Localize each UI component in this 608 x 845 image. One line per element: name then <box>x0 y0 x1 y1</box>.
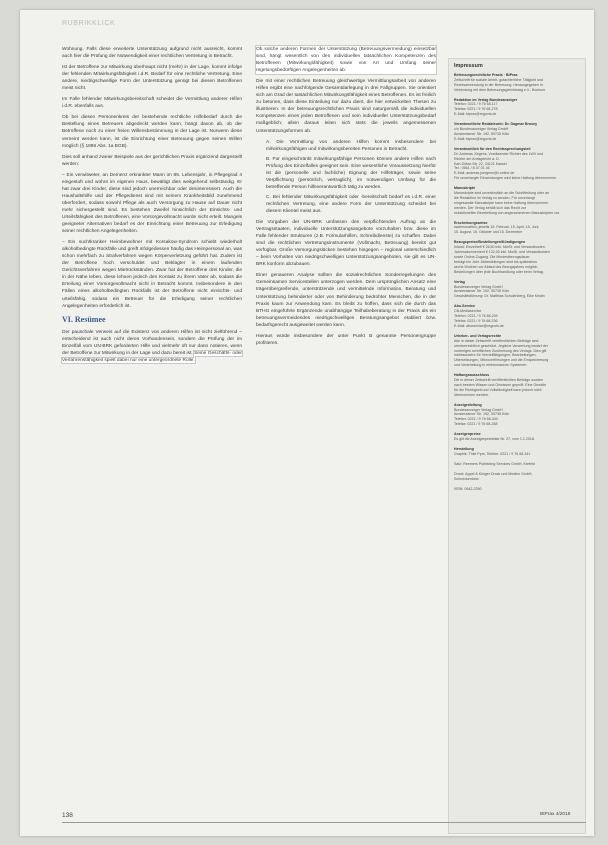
imprint-line: Es gilt die Anzeigenpreisliste Nr. 27, vom 1.1.2018. <box>454 437 535 442</box>
imprint-line: die Redaktion im Verlag zu senden. Für unverlangt <box>454 195 535 200</box>
paragraph: Wohnung. Falls diese erweiterte Unterstützung aufgrund nicht ausreicht, kommt auch hier die Prüfung der Notwendigkeit einer rechtlichen Vertretung in Betracht. <box>62 47 242 60</box>
imprint-blocks <box>454 73 580 492</box>
imprint-block <box>454 447 580 457</box>
imprint-line: urheberrechtlich geschützt. Jegliche Verwertung bedarf der <box>454 343 548 348</box>
imprint-line: Zeitschrift für soziale Arbeit, gutachterliche Tätigkeit und <box>454 77 544 82</box>
imprint-line: für die Richtigkeit und Vollständigkeit kann jedoch nicht <box>454 387 542 392</box>
imprint-block <box>454 403 580 428</box>
imprint-line: Dr. Andreas Jürgens, Vorsitzender Richter des LWV und <box>454 151 544 156</box>
imprint-block <box>454 334 580 368</box>
paragraph: Einer genaueren Analyse sollten die sozialrechtlichen Sonderregelungen des Gemeinsamen Servicestellen unterzogen werden. Dem ursprünglichen Ansatz eine trägerübergreifende, unterstützende und vermittelnde Information, Beratung und Unterstützung behinderter oder von Behinderung bedrohter Menschen, die in der Praxis kaum zur Anwendung kam. Es bleibt zu hoffen, dass sich die durch das BTHG eingeführte Ergänzende unabhängige Teilhabeberatung in der Praxis als ein betreuungsvermeidendes niedrigschwelliges Beratungsangebot etabliert bzw. bedarfsgerecht ausgeweitet werden kann. <box>256 273 436 328</box>
imprint-block-heading: Manuskripte <box>454 186 476 191</box>
imprint-line: Bundesanzeiger Verlag GmbH <box>454 284 503 289</box>
imprint-line: Inland: Einzelheft € 26,50 inkl. MwSt. und Versandkosten. <box>454 245 546 250</box>
paragraph <box>62 329 242 364</box>
imprint-line: Bundesanzeiger Verlag GmbH <box>454 407 503 412</box>
page-number: 138 <box>62 812 73 819</box>
journal-page <box>20 10 594 836</box>
imprint-line: Übersetzungen, Mikroverfilmungen und die Einspeicherung <box>454 358 549 363</box>
imprint-line: redaktionellen Bearbeitung von angenommenen Manuskripten vor. <box>454 210 560 215</box>
imprint-block-heading: Haftungsausschluss <box>454 373 490 378</box>
paragraph: Die Vorgaben der UN-BRK umfassen den verpflichtenden Auftrag an die Vertragsstaaten, individuelle Unterstützungsangebote vorzuhalten bzw. diese im Falle fehlender Strukturen (z.B. Formularhilfen, Schreibdienste) zu schaffen. Dabei sind die rechtlichen Vertretungsinstrumente (Vollmacht, Betreuung) bereits gut verfügbar. Große Versorgungslücken bestehen hingegen – regional unterschiedlich – beim Vorhalten von niedrigschwelligen Unterstützungsangeboten, sie gilt es UN-BRK konform abzubauen. <box>256 220 436 268</box>
imprint-line: E-Mail: andreas.juergens@t-online.de <box>454 171 515 176</box>
imprint-line: Telefon: 0221 / 9 76 68-340 <box>454 417 498 422</box>
imprint-block-heading: Herstellung <box>454 447 474 451</box>
case-item: B. Für eingeschränkt mitwirkungsfähige Personen können andere Hilfen nach Prüfung des Einzelfalles geeignet sein. Eine wesentliche Voraussetzung hierfür ist die (personelle und fachliche) Eignung der Hilfeträger, sowie seine Verpflichtung (persönlich, vertraglich), im notwendigen Umfang für die betreffende Person hilfeverantwortlich tätig zu werden. <box>266 156 436 190</box>
left-column <box>62 46 242 368</box>
imprint-line: Satz: Reemers Publishing Services GmbH, Krefeld <box>454 461 535 466</box>
imprint-block-heading: Urheber- und Verlagsrechte <box>454 333 502 338</box>
imprint-line: vorherigen schriftlichen Zustimmung des Verlags. Dies gilt <box>454 348 547 353</box>
imprint-line: werden. Der Verlag behält sich das Recht zur <box>454 205 527 210</box>
imprint-block <box>454 304 580 329</box>
imprint-line: Für unverlangte Einsendungen wird keine Haftung übernommen. <box>454 176 558 181</box>
imprint-line: Richter am Amtsgericht a. D. <box>454 156 500 161</box>
imprint-line: Manuskripte sind unverbindlich an die Schriftleitung oder an <box>454 191 550 196</box>
imprint-line: ISSN: 0942-2390 <box>454 486 482 491</box>
imprint-block <box>454 73 580 93</box>
paragraph: Die mit einer rechtlichen Betreuung gleichwertige Vermittlungsarbeit von anderen Hilfen ergibt eine nachfolgende Gesamtdarlegung in drei Fallgruppen. Sie orientiert sich am Grad der tatsächlichen Mitwirkungsfähigkeit eines Betroffenen. Es ist freilich zu betonen, dass diese Einteilung nur dazu dient, die hier entwickelten Thesen zu illustrieren. In der betreuungsrechtlichen Praxis sind naturgemäß die individuellen Kompetenzen eines jeden Betroffenen und sein individueller Unterstützungsbedarf maßgeblich; allein daraus leiten sich stets die jeweils angemessenen Unterstützungsformen ab. <box>256 79 436 134</box>
imprint-block <box>454 122 580 142</box>
imprint-block <box>454 373 580 398</box>
imprint-block <box>454 472 580 482</box>
case-item: C. Bei fehlender Mitwirkungsfähigkeit oder -bereitschaft bedarf es i.d.R. einer rechtlichen Vertretung, eine andere Form der Unterstützung scheidet bei diesem Klientel meist aus. <box>266 194 436 214</box>
imprint-line: 15. August, 15. Oktober und 15. Dezember <box>454 230 523 235</box>
imprint-line: sechs Wochen vor Ablauf des Bezugsjahres möglich. <box>454 264 539 269</box>
imprint-line: Geschäftsführung: Dr. Matthias Schulenberg, Elke Kristin <box>454 294 545 299</box>
imprint-line: Die in dieser Zeitschrift veröffentlichten Beiträge wurden <box>454 378 544 383</box>
imprint-line: Amsterdamer Str. 192, 50735 Köln <box>454 131 510 136</box>
section-heading: VI. Resümee <box>62 314 106 324</box>
summary-text: Der pauschale Verweis auf die Existenz von anderen Hilfen ist nicht zielführend – entscheidend ist auch nicht deren Vorhandensein, sondern die Prüfung der im Einzelfall vom UN-BRK geforderten Hilfe und vielmehr oft nur dann notieren, wenn der Betroffene zur Mitwirkung in der Lage und dazu bereit ist. <box>62 329 242 356</box>
imprint-line: CB-Mediaservice <box>454 309 482 314</box>
imprint-line: Bestellungen über jede Buchhandlung oder beim Verlag. <box>454 269 544 274</box>
imprint-block-heading: Abo-Service <box>454 304 475 309</box>
imprint-block-heading: Bezugspreise/Bestellungen/Kündigungen <box>454 240 526 245</box>
imprint-block <box>454 462 580 467</box>
paragraph: Dies soll anhand zweier Beispiele aus der gerichtlichen Praxis ergänzend dargestellt werden: <box>62 154 242 167</box>
imprint-line: c/o Bundesanzeiger Verlag GmbH <box>454 127 509 132</box>
case-item: A. Die Vermittlung von anderen Hilfen kommt insbesondere bei mitwirkungsfähigen und mitwirkungsbereiten Personen in Betracht. <box>266 139 436 152</box>
imprint-line: Telefon: 0221 / 9 76 68-200 <box>454 314 498 319</box>
imprint-line: und Verarbeitung in elektronischen Systemen. <box>454 363 528 368</box>
imprint-block <box>454 98 580 118</box>
section-tag: RUBRIKKLICK <box>62 20 116 27</box>
middle-column <box>256 46 436 351</box>
imprint-line: Schneckenlohe <box>454 476 479 481</box>
imprint-block-heading: Betreuungsrechtliche Praxis · BtPrax <box>454 72 518 77</box>
imprint-line: nach bestem Wissen und Gewissen geprüft. Eine Gewähr <box>454 382 547 387</box>
imprint-block-heading: Verantwortliche Redakteurin: Dr. Dagmar Brosey <box>454 122 538 127</box>
imprint-line: Jahresabonnement € 132,00 inkl. MwSt. und Versandkosten <box>454 250 550 255</box>
imprint-line: E-Mail: btprax@reguvis.de <box>454 136 497 141</box>
example-paragraph: – Ein verwitweter, an Demenz erkrankter Mann im 85. Lebensjahr, in Pflegegrad 4 eingestuft und wohnt im eigenen Haus, bewältigt dies weitgehend selbständig. Er hat zwar drei Kinder, diese sind jedoch unerreichbar oder desinteressiert. Auch die Haushaltshilfe und der Pflegedienst sind mit seinem Krankheitsbild zunehmend überfordert, sodass sowohl Pflege als auch Versorgung zu Hause auf Dauer nicht mehr sichergestellt sind. Es bestehen Zweifel hinsichtlich der Einsichts- und Urteilsfähigkeit des Betroffenen, eine Vorsorgevollmacht wurde nicht erteilt. Mangels geeigneter Alternativen bedarf es der Einrichtung einer Betreuung zur Erledigung seiner rechtlichen Angelegenheiten. <box>62 172 242 235</box>
imprint-block-heading: Verlag <box>454 279 465 284</box>
highlighted-text: Seine Geschäfts- oder Verfahrensfähigkeit spielt dabei nur eine untergeordnete Rolle. <box>62 350 242 363</box>
imprint-block <box>454 240 580 274</box>
imprint-line: Verbindung mit dem Betreuungsgerichtstag e.V., Bochum <box>454 87 546 92</box>
journal-issue: BtPrax 4/2018 <box>540 812 571 817</box>
imprint-box <box>448 58 586 834</box>
imprint-line: übernommen werden. <box>454 392 489 397</box>
imprint-line: Alle in dieser Zeitschrift veröffentlichten Beiträge sind <box>454 338 539 343</box>
paragraph: Im Falle fehlender Mitwirkungsbereitschaft scheidet die Vermittlung anderer Hilfen i.d.R. ebenfalls aus. <box>62 97 242 110</box>
imprint-block-heading: Verantwortlich für den Rechtssprechungsteil <box>454 146 531 151</box>
imprint-block <box>454 186 580 215</box>
imprint-line: Rechtsanwendung in der Betreuung. Herausgegeben in <box>454 82 543 87</box>
imprint-line: Graphik: Thiel Ppm, Telefon: 0221 / 9 76 68-341 <box>454 451 531 456</box>
footer-rule <box>62 822 586 823</box>
imprint-block <box>454 487 580 492</box>
imprint-block <box>454 280 580 300</box>
imprint-line: E-Mail: btprax@reguvis.de <box>454 112 497 117</box>
imprint-block-heading: Anzeigenleitung <box>454 402 482 407</box>
imprint-block-heading: Anzeigenpreise <box>454 432 481 437</box>
imprint-line: Telefax: 0221 / 9 76 68-236 <box>454 318 498 323</box>
example-paragraph: – Ein suchtkranker Heimbewohner mit Korsakow-Syndrom schiebt wiederholt alkoholbedingte Rückfälle und greift infolgedessen häufig das Heimpersonal an, was schon mehrfach zu Strafverfahren wegen Körperverletzung geführt hat. Zudem ist der Betroffene hoch verschuldet und Beklagter in einem laufenden Gerichtsverfahren wegen Mietrückständen. Zwar hat der Betroffene drei Kinder, die in der Nähe leben, diese lehnen jedoch den Kontakt zu ihrem Vater ab, sodass die Erteilung einer Vorsorgevollmacht nicht in Betracht kommt. Insbesondere in den Fällen eines alkoholbedingten Rückfalls ist der Betroffene nicht einsichts- und urteilsfähig, sodass ein Betreuer für die Erledigung seiner rechtlichen Angelegenheiten erforderlich ist. <box>62 240 242 309</box>
imprint-line: Telefax: 0221 / 9 76 68-278 <box>454 107 498 112</box>
imprint-line: sowie Online-Zugang. Die Mindestbezugsdauer <box>454 255 530 259</box>
imprint-block <box>454 432 580 442</box>
imprint-block <box>454 147 580 181</box>
imprint-block-heading: Erscheinungsweise <box>454 220 488 225</box>
paragraph: Hieraus würde insbesondere der unter Punkt B genannte Personengruppe profitieren. <box>256 333 436 346</box>
imprint-line: Druck: Appel & Klinger Druck und Medien GmbH, <box>454 471 533 476</box>
imprint-line: E-Mail: aboservice@reguvis.de <box>454 323 504 328</box>
imprint-line: Amsterdamer Str. 192, 50735 Köln <box>454 412 510 417</box>
imprint-title: Impressum <box>454 63 483 69</box>
imprint-line: Telefax: 0221 / 9 76 68-288 <box>454 422 498 427</box>
imprint-line: Karl-Götze-Str. 22, 34121 Kassel <box>454 161 507 166</box>
paragraph: Ist der Betroffene zur Mitwirkung überhaupt nicht (mehr) in der Lage, kommt infolge der fehlenden Mitwirkungsfähigkeit i.d.R. Bedarf für eine rechtliche Vertretung. Eine andere, niedrigschwellige Form der Unterstützung genügt bei diesen Betroffenen meist nicht. <box>62 65 242 92</box>
imprint-line: Telefon: 0221 / 9 76 68-117 <box>454 102 498 107</box>
highlighted-paragraph: Ob solche anderen Formen der Unterstützung (Betreuungsvermeidung) einsetzbar sind, hängt wesentlich von den individuellen tatsächlichen Kompetenzen des Betroffenen (Mitwirkungsfähigkeit) sowie von Art und Umfang seiner regelungsbedürftigen Angelegenheiten ab. <box>256 47 436 74</box>
imprint-line: insbesondere für Vervielfältigungen, Bearbeitungen, <box>454 353 537 358</box>
imprint-block <box>454 221 580 236</box>
case-list <box>256 139 436 215</box>
imprint-line: Amsterdamer Str. 192, 50735 Köln <box>454 289 510 294</box>
imprint-line: zweimonatlich, jeweils 15. Februar, 15. April, 15. Juni, <box>454 225 540 230</box>
imprint-line: Tel.: 0561 / 8 37 01 45 <box>454 166 490 171</box>
imprint-block-heading: Redaktion im Verlag Bundesanzeiger <box>454 97 518 102</box>
paragraph: Ob bei diesen Personenkreis der bestehende rechtliche Hilfebedarf durch die Bestellung eines Betreuers abgedeckt werden kann, hängt davon ab, ob der Betroffene noch zu einer freien Willensbestimmung in der Lage ist. Nurwenn diese verneint werden kann, ist die Einrichtung einer Betreuung gegen seinen Willen möglich (§ 1896 Abs. 1a BGB). <box>62 115 242 149</box>
imprint-line: beträgt ein Jahr. Abbestellungen sind bis spätestens <box>454 259 537 264</box>
imprint-line: eingesandte Manuskripte kann keine Haftung übernommen <box>454 200 549 205</box>
